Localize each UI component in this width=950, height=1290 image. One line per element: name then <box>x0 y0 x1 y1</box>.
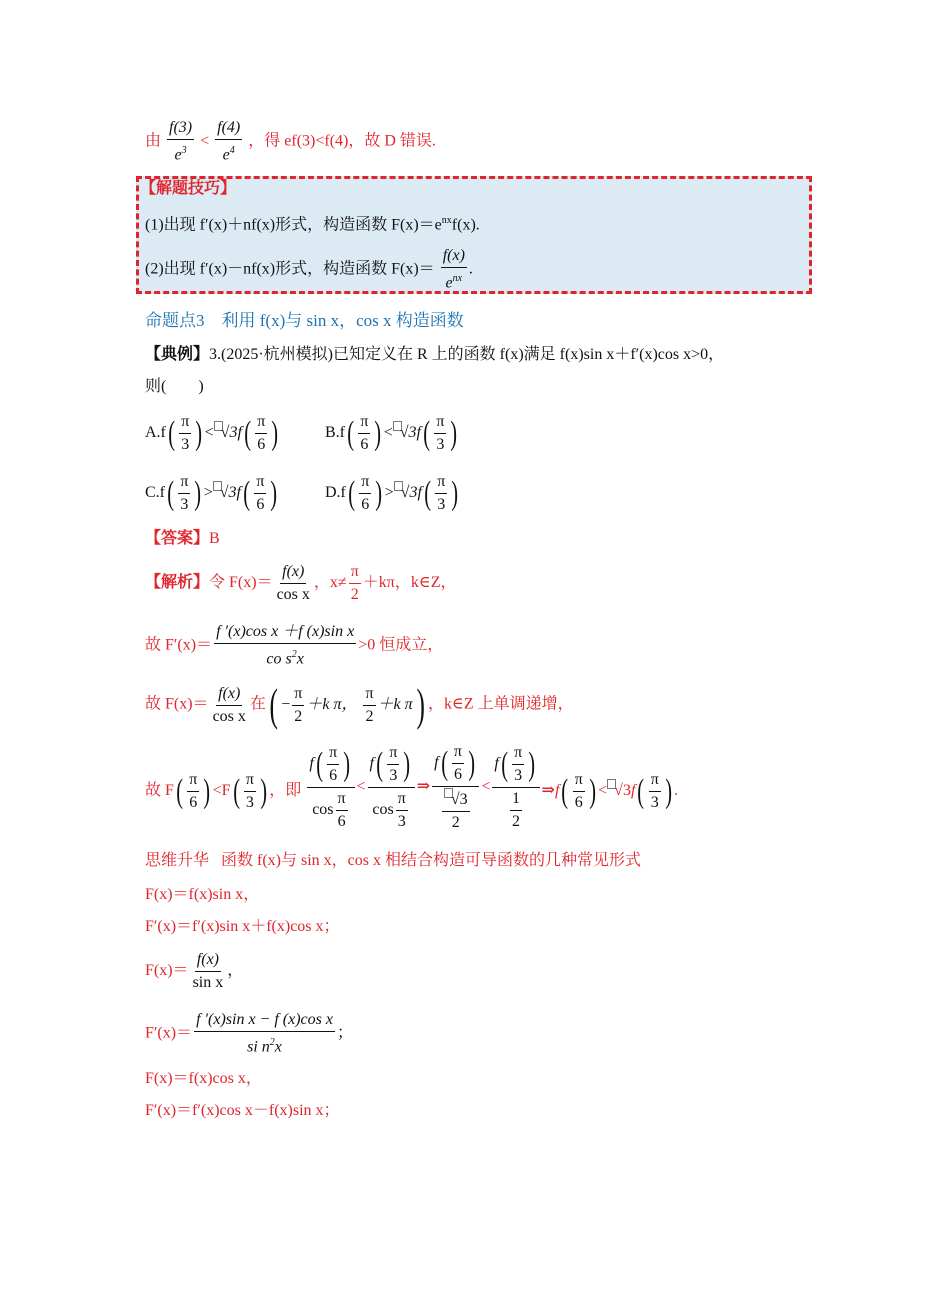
frac-den: 3 <box>436 436 445 453</box>
placeholder-box-icon <box>214 421 223 431</box>
summary-line <box>145 850 641 872</box>
analysis-line-2 <box>145 622 443 669</box>
option-c: C.f( $\frac{\pi}{3}$ ) > √3f( $\frac{\pi}{6}$ ) <box>145 473 278 513</box>
example-text: 3.(2025·杭州模拟)已知定义在 R 上的函数 f(x)满足 f(x)sin x＋f′(x)cos x>0， <box>209 346 725 363</box>
formula-5: F(x)＝f(x)cos x， <box>145 1070 262 1087</box>
option-c-label: C.f <box>145 484 165 502</box>
fraction-f-pi3-over-cos: f( $\frac{\pi}{3}$ ) cos $\frac{\pi}{3}$ <box>368 743 415 832</box>
text: ，即 <box>269 782 302 800</box>
frac-den: sin x <box>192 974 224 991</box>
frac-num: π <box>254 472 266 494</box>
section-title: 命题点3 利用 f(x)与 sin x，cos x 构造函数 <box>145 311 464 330</box>
analysis-line-3: 故 F(x)＝ $\frac{f(x)}{\text{cos x}}$ 在( − $\frac{\pi}{2}$ ＋k π， $\frac{\pi}{2}$ ＋k π) ，k∈Z 上单调递增， <box>145 679 574 730</box>
frac-den: 6 <box>361 496 370 513</box>
text: 故 F <box>145 782 174 800</box>
fraction-f-pi6-over-cos: f( $\frac{\pi}{6}$ ) cos $\frac{\pi}{6}$ <box>307 743 354 832</box>
fraction <box>275 562 312 605</box>
fraction <box>435 472 447 515</box>
frac-den-x: x <box>274 1038 282 1056</box>
fraction <box>349 562 361 605</box>
tips-item-2-text: (2)出现 f′(x)－nf(x)形式，构造函数 F(x)＝ <box>145 260 435 278</box>
frac-den: 3 <box>245 794 254 811</box>
exp: 2 <box>291 649 297 660</box>
fraction <box>254 472 266 515</box>
frac-den: co s <box>266 650 292 668</box>
text: ， <box>227 962 244 980</box>
frac-den: 2 <box>511 813 520 830</box>
fraction <box>363 684 375 727</box>
frac-den: 6 <box>453 766 462 783</box>
frac-num: π <box>255 412 267 434</box>
frac-den: cos x <box>276 586 310 603</box>
text: 故 F(x)＝ <box>145 695 209 713</box>
frac-den: 3 <box>389 767 398 784</box>
frac-num: π <box>387 743 399 765</box>
example-line-2: 则( ) <box>145 378 204 395</box>
formula-6: F′(x)＝f′(x)cos x－f(x)sin x； <box>145 1102 340 1119</box>
coef: 3f <box>409 484 422 502</box>
frac-num: f(x) <box>441 246 467 268</box>
frac-den: 6 <box>360 436 369 453</box>
option-a: A.f( $\frac{\pi}{3}$ ) < √3f( $\frac{\pi}{6}$ ) <box>145 413 279 453</box>
sqrt3: 3 <box>459 791 468 808</box>
fraction <box>244 770 256 813</box>
exp: 2 <box>269 1037 275 1048</box>
fraction-f-over-sqrt3-2: f( $\frac{\pi}{6}$ ) $\frac{√3}{2}$ <box>432 742 479 833</box>
frac-num: f(4) <box>215 118 242 140</box>
frac-den: 3 <box>650 794 659 811</box>
frac-den: 3 <box>397 813 406 830</box>
text: ； <box>336 1024 353 1042</box>
frac-den: 2 <box>294 707 303 725</box>
kpi: ＋k π， <box>306 695 358 713</box>
fraction-f4-e4 <box>215 118 242 165</box>
fraction <box>434 412 446 455</box>
frac-num: f ′(x)sin x − f (x)cos x <box>194 1010 335 1032</box>
placeholder-box-icon <box>393 421 402 431</box>
frac-den: si n <box>247 1038 270 1056</box>
sqrt3: 3 <box>622 782 631 800</box>
exp: 3 <box>181 145 187 156</box>
frac-num: π <box>359 472 371 494</box>
neg-sign: − <box>281 695 291 713</box>
frac-den: e <box>174 146 182 164</box>
tips-title: 【解题技巧】 <box>140 180 237 197</box>
frac-den: 2 <box>451 814 460 831</box>
text: 令 F(x)＝ <box>209 574 273 592</box>
example-line <box>145 344 724 366</box>
frac-num: f(x) <box>216 684 242 706</box>
frac-num: π <box>512 743 524 765</box>
text-you: 由 <box>145 132 162 150</box>
text: F′(x)＝ <box>145 1024 193 1042</box>
cos: cos <box>372 801 394 819</box>
answer-label: 【答案】 <box>145 530 210 547</box>
frac-num: π <box>396 789 408 811</box>
text: <F <box>212 782 231 800</box>
exp: nx <box>441 215 452 226</box>
frac-num: f(3) <box>167 118 194 140</box>
tips-item-2-post: . <box>468 260 473 278</box>
fraction <box>179 412 191 455</box>
frac-num: π <box>187 770 199 792</box>
frac-num: π <box>358 412 370 434</box>
frac-den: e <box>445 274 453 292</box>
tips-item-1 <box>145 210 480 236</box>
frac-num: π <box>292 684 304 706</box>
tips-item-1-post: f(x). <box>451 216 480 234</box>
f-letter: f <box>434 754 439 772</box>
arrow: ⇒ <box>541 782 555 800</box>
kpi: ＋k π <box>377 695 413 713</box>
option-d-label: D.f <box>325 484 346 502</box>
coef: 3f <box>229 424 242 442</box>
analysis-line-4: 故 F( $\frac{\pi}{6}$ ) <F( $\frac{\pi}{3}$ ) ，即 f( $\frac{\pi}{6}$ ) cos $\frac{\pi}{6}$ < f( $\frac{\pi}{3}$ ) cos $\frac{\pi}{3}$ ⇒ f( $\frac{\pi}{6}$ ) $\frac{√3}{2}$ < f( $\frac{\pi}{3}$ ) $\frac{1}{2}$ ⇒f( $\frac{\pi}{6}$ ) < √3f( $\frac{\pi}{3}$ ) . <box>145 743 679 831</box>
relation: > <box>384 484 394 502</box>
f-letter: f <box>309 755 314 773</box>
exp: 4 <box>229 145 235 156</box>
lt-sign: < <box>200 132 210 150</box>
f-letter: f <box>494 755 499 773</box>
frac-num: π <box>179 412 191 434</box>
fraction <box>211 684 248 727</box>
placeholder-box-icon <box>213 481 222 491</box>
frac-num: π <box>434 412 446 434</box>
formula-4 <box>145 1010 353 1057</box>
fraction <box>292 684 304 727</box>
fraction-f-over-half: f( $\frac{\pi}{3}$ ) $\frac{1}{2}$ <box>492 743 539 832</box>
text: F(x)＝ <box>145 962 189 980</box>
conclusion-text: ，得 ef(3)<f(4)，故 D 错误. <box>248 132 436 150</box>
fraction <box>358 412 370 455</box>
analysis-line-1 <box>145 562 456 605</box>
fraction-f3-e3 <box>167 118 194 165</box>
text: 在 <box>249 695 266 713</box>
frac-den: 2 <box>350 586 359 603</box>
option-b-label: B.f <box>325 424 345 442</box>
arrow: ⇒ <box>416 778 431 796</box>
fraction <box>255 412 267 455</box>
frac-den: 3 <box>181 436 190 453</box>
frac-den: 6 <box>189 794 198 811</box>
frac-den: 6 <box>337 813 346 830</box>
relation: < <box>204 424 214 442</box>
frac-num: π <box>178 472 190 494</box>
text: ，x≠ <box>313 574 347 592</box>
frac-den: 3 <box>180 496 189 513</box>
analysis-label: 【解析】 <box>145 574 210 592</box>
fraction-fx-enx <box>441 246 467 293</box>
option-d: D.f( $\frac{\pi}{6}$ ) > √3f( $\frac{\pi}{3}$ ) <box>325 473 459 513</box>
formula-3 <box>145 950 243 993</box>
frac-num: π <box>336 789 348 811</box>
frac-den: 3 <box>437 496 446 513</box>
frac-num: π <box>452 742 464 764</box>
text: >0 恒成立， <box>358 636 444 654</box>
fraction-derivative <box>214 622 356 669</box>
f-letter: f <box>630 782 636 800</box>
coef: 3f <box>228 484 241 502</box>
frac-den: 6 <box>329 767 338 784</box>
frac-num: π <box>349 562 361 584</box>
fraction <box>191 950 226 993</box>
frac-den: 6 <box>256 496 265 513</box>
frac-num: π <box>573 770 585 792</box>
f-letter: f <box>554 782 560 800</box>
tips-item-2 <box>145 246 473 293</box>
fraction <box>178 472 190 515</box>
text: ＋kπ，k∈Z， <box>362 574 457 592</box>
relation: < <box>383 424 393 442</box>
cos: cos <box>312 801 334 819</box>
frac-den: e <box>222 146 230 164</box>
period: . <box>674 782 679 800</box>
frac-den: 2 <box>365 707 374 725</box>
formula-2: F′(x)＝f′(x)sin x＋f(x)cos x； <box>145 918 340 935</box>
frac-den: 6 <box>574 794 583 811</box>
frac-num: π <box>244 770 256 792</box>
f-letter: f <box>369 755 374 773</box>
placeholder-box-icon <box>607 779 616 789</box>
summary-title: 思维升华 <box>145 852 210 869</box>
frac-num: 1 <box>510 789 522 811</box>
placeholder-box-icon <box>394 481 403 491</box>
frac-num: π <box>327 743 339 765</box>
fraction <box>187 770 199 813</box>
frac-den: cos x <box>212 707 246 725</box>
frac-num: f(x) <box>195 950 221 972</box>
exp: nx <box>452 273 463 284</box>
frac-den: 3 <box>514 767 523 784</box>
text: ，k∈Z 上单调递增， <box>428 695 574 713</box>
option-b: B.f( $\frac{\pi}{6}$ ) < √3f( $\frac{\pi}{3}$ ) <box>325 413 458 453</box>
relation: > <box>203 484 213 502</box>
frac-num: f(x) <box>280 562 306 584</box>
option-a-label: A.f <box>145 424 166 442</box>
frac-num: π <box>435 472 447 494</box>
frac-num: f ′(x)cos x ＋f (x)sin x <box>214 622 356 644</box>
fraction-derivative <box>194 1010 335 1057</box>
text: 故 F′(x)＝ <box>145 636 213 654</box>
frac-den: 6 <box>257 436 266 453</box>
tips-item-1-text: (1)出现 f′(x)＋nf(x)形式，构造函数 F(x)＝e <box>145 216 442 234</box>
placeholder-box-icon <box>444 788 453 798</box>
frac-den-x: x <box>296 650 304 668</box>
formula-1: F(x)＝f(x)sin x， <box>145 886 260 903</box>
frac-num: π <box>649 770 661 792</box>
example-label: 【典例】 <box>145 346 210 363</box>
frac-num: π <box>363 684 375 706</box>
answer-line <box>145 528 220 550</box>
answer-value: B <box>209 530 220 547</box>
summary-text: 函数 f(x)与 sin x，cos x 相结合构造可导函数的几种常见形式 <box>221 852 642 869</box>
coef: 3f <box>408 424 421 442</box>
fraction <box>359 472 371 515</box>
line-conclusion <box>145 118 436 165</box>
